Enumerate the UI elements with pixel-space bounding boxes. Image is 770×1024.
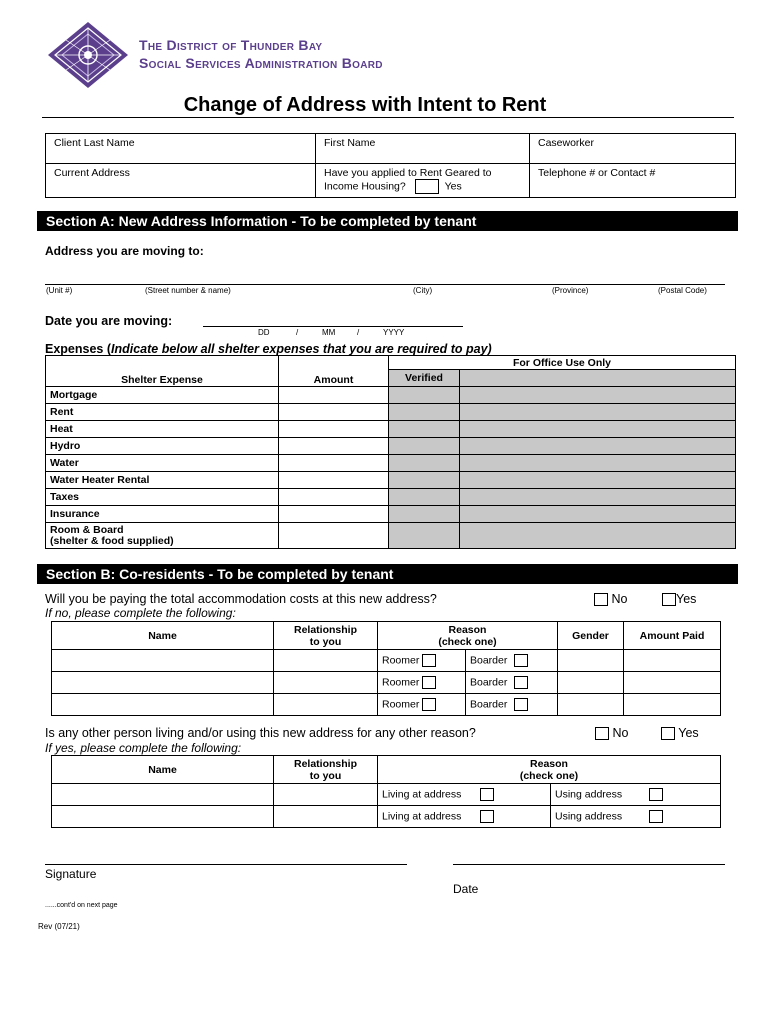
office-cell bbox=[460, 421, 736, 438]
name-input[interactable] bbox=[52, 694, 274, 716]
caseworker-field[interactable] bbox=[530, 134, 736, 164]
client-last-name-label: Client Last Name bbox=[54, 137, 135, 149]
living-cell bbox=[378, 806, 551, 828]
rel2-line2: to you bbox=[309, 769, 342, 782]
moving-to-label: Address you are moving to: bbox=[45, 244, 204, 258]
telephone-label: Telephone # or Contact # bbox=[538, 167, 656, 179]
client-last-name-field[interactable] bbox=[46, 134, 316, 164]
using-label: Using address bbox=[555, 788, 623, 801]
dtssab-logo bbox=[46, 20, 130, 90]
roomer-label: Roomer bbox=[382, 676, 420, 689]
relationship-input[interactable] bbox=[274, 806, 378, 828]
title-underline bbox=[42, 117, 734, 118]
amount-heat[interactable] bbox=[279, 421, 389, 438]
amount-paid-input[interactable] bbox=[624, 672, 721, 694]
row-room-board bbox=[46, 523, 279, 549]
revision-label: Rev (07/21) bbox=[38, 922, 80, 931]
client-info-table bbox=[45, 133, 736, 198]
name-input[interactable] bbox=[52, 806, 274, 828]
amount-taxes[interactable] bbox=[279, 489, 389, 506]
row-heat: Heat bbox=[46, 421, 279, 438]
row-insurance: Insurance bbox=[46, 506, 279, 523]
office-cell bbox=[460, 455, 736, 472]
living-label: Living at address bbox=[382, 788, 462, 801]
q1-text: Will you be paying the total accommodation costs at this new address? bbox=[45, 592, 437, 606]
q2-yes-label: Yes bbox=[678, 726, 699, 740]
verified-cell bbox=[389, 506, 460, 523]
current-address-field[interactable] bbox=[46, 164, 316, 198]
amount-paid-input[interactable] bbox=[624, 650, 721, 672]
col-name: Name bbox=[52, 622, 274, 650]
verified-cell bbox=[389, 472, 460, 489]
continued-note: ......cont'd on next page bbox=[45, 902, 118, 909]
date-sep2: / bbox=[357, 328, 360, 337]
q1-yes-option bbox=[662, 592, 696, 606]
boarder-label: Boarder bbox=[470, 676, 508, 689]
verified-cell bbox=[389, 421, 460, 438]
amount-water[interactable] bbox=[279, 455, 389, 472]
reason2-line1: Reason bbox=[530, 757, 568, 770]
date-line[interactable] bbox=[453, 864, 725, 865]
boarder-cell bbox=[466, 672, 558, 694]
date-dd: DD bbox=[258, 328, 270, 337]
row-water-heater: Water Heater Rental bbox=[46, 472, 279, 489]
expenses-label-text: Expenses ( bbox=[45, 342, 112, 356]
date-yyyy: YYYY bbox=[383, 328, 405, 337]
room-board-line1: Room & Board bbox=[50, 523, 124, 536]
amount-rent[interactable] bbox=[279, 404, 389, 421]
q1-yes-checkbox[interactable] bbox=[662, 593, 676, 606]
relationship-input[interactable] bbox=[274, 672, 378, 694]
using-label: Using address bbox=[555, 810, 623, 823]
amount-paid-input[interactable] bbox=[624, 694, 721, 716]
living-cell bbox=[378, 784, 551, 806]
boarder-checkbox[interactable] bbox=[514, 676, 528, 689]
boarder-label: Boarder bbox=[470, 654, 508, 667]
street-label: (Street number & name) bbox=[145, 286, 231, 295]
q2-no-checkbox[interactable] bbox=[595, 727, 609, 740]
row-hydro: Hydro bbox=[46, 438, 279, 455]
q1-yes-label: Yes bbox=[676, 592, 697, 606]
verified-cell bbox=[389, 523, 460, 549]
roomer-checkbox[interactable] bbox=[422, 654, 436, 667]
relationship-input[interactable] bbox=[274, 694, 378, 716]
date-mm: MM bbox=[322, 328, 336, 337]
new-address-line[interactable] bbox=[45, 284, 725, 285]
q2-no-label: No bbox=[612, 726, 629, 740]
room-board-line2: (shelter & food supplied) bbox=[50, 534, 174, 547]
verified-cell bbox=[389, 455, 460, 472]
roomer-cell bbox=[378, 650, 466, 672]
roomer-checkbox[interactable] bbox=[422, 698, 436, 711]
q2-hint: If yes, please complete the following: bbox=[45, 741, 242, 755]
rel2-line1: Relationship bbox=[293, 757, 357, 770]
gender-input[interactable] bbox=[558, 694, 624, 716]
relationship-input[interactable] bbox=[274, 784, 378, 806]
org-name-line1: The District of Thunder Bay bbox=[139, 37, 323, 53]
col-reason bbox=[378, 622, 558, 650]
col-relationship bbox=[274, 622, 378, 650]
roomer-label: Roomer bbox=[382, 698, 420, 711]
office-cell bbox=[460, 489, 736, 506]
rgi-yes-checkbox[interactable] bbox=[415, 179, 439, 194]
date-label: Date bbox=[453, 882, 479, 896]
date-moving-label: Date you are moving: bbox=[45, 314, 173, 328]
office-cell bbox=[460, 387, 736, 404]
amount-hydro[interactable] bbox=[279, 438, 389, 455]
office-cell bbox=[460, 472, 736, 489]
rel-line1: Relationship bbox=[293, 623, 357, 636]
province-label: (Province) bbox=[552, 286, 589, 295]
row-mortgage: Mortgage bbox=[46, 387, 279, 404]
boarder-cell bbox=[466, 650, 558, 672]
current-address-label: Current Address bbox=[54, 167, 130, 179]
col-amount-paid: Amount Paid bbox=[624, 622, 721, 650]
roomer-cell bbox=[378, 694, 466, 716]
rgi-question-line2: Income Housing? bbox=[324, 180, 406, 193]
using-cell bbox=[551, 806, 721, 828]
office-cell bbox=[460, 438, 736, 455]
amount-water-heater[interactable] bbox=[279, 472, 389, 489]
section-b-header: Section B: Co-residents - To be completed by tenant bbox=[37, 564, 738, 584]
verified-cell bbox=[389, 438, 460, 455]
gender-input[interactable] bbox=[558, 672, 624, 694]
q2-text: Is any other person living and/or using this new address for any other reason? bbox=[45, 726, 476, 740]
form-title: Change of Address with Intent to Rent bbox=[183, 94, 547, 116]
name-input[interactable] bbox=[52, 650, 274, 672]
reason-line1: Reason bbox=[448, 623, 487, 636]
relationship-input[interactable] bbox=[274, 650, 378, 672]
roomer-label: Roomer bbox=[382, 654, 420, 667]
signature-label: Signature bbox=[45, 867, 97, 881]
verified-cell bbox=[389, 404, 460, 421]
telephone-field[interactable] bbox=[530, 164, 736, 198]
row-rent: Rent bbox=[46, 404, 279, 421]
q1-no-checkbox[interactable] bbox=[594, 593, 608, 606]
office-cell bbox=[460, 523, 736, 549]
first-name-label: First Name bbox=[324, 137, 376, 149]
expenses-table bbox=[45, 355, 736, 549]
boarder-checkbox[interactable] bbox=[514, 654, 528, 667]
date-moving-line[interactable] bbox=[203, 326, 463, 327]
living-checkbox[interactable] bbox=[480, 810, 494, 823]
using-checkbox[interactable] bbox=[649, 810, 663, 823]
gender-input[interactable] bbox=[558, 650, 624, 672]
section-a-header: Section A: New Address Information - To be completed by tenant bbox=[37, 211, 738, 231]
col-amount: Amount bbox=[279, 356, 389, 387]
first-name-field[interactable] bbox=[316, 134, 530, 164]
city-label: (City) bbox=[413, 286, 433, 295]
col-relationship-2 bbox=[274, 756, 378, 784]
roomer-cell bbox=[378, 672, 466, 694]
col-gender: Gender bbox=[558, 622, 624, 650]
reason-line2: (check one) bbox=[438, 635, 497, 648]
q2-no-option bbox=[595, 726, 628, 740]
postal-code-label: (Postal Code) bbox=[658, 286, 707, 295]
org-name-line2: Social Services Administration Board bbox=[139, 55, 383, 71]
boarder-label: Boarder bbox=[470, 698, 508, 711]
signature-line[interactable] bbox=[45, 864, 407, 865]
col-verified: Verified bbox=[389, 370, 460, 387]
amount-mortgage[interactable] bbox=[279, 387, 389, 404]
using-checkbox[interactable] bbox=[649, 788, 663, 801]
date-sep1: / bbox=[296, 328, 299, 337]
boarder-cell bbox=[466, 694, 558, 716]
caseworker-label: Caseworker bbox=[538, 137, 595, 149]
amount-room-board[interactable] bbox=[279, 523, 389, 549]
using-cell bbox=[551, 784, 721, 806]
rgi-question-line1: Have you applied to Rent Geared to bbox=[324, 167, 492, 179]
q1-no-option bbox=[594, 592, 627, 606]
office-use-blank bbox=[460, 370, 736, 387]
expenses-hint: Indicate below all shelter expenses that you are required to pay) bbox=[111, 342, 492, 356]
verified-cell bbox=[389, 489, 460, 506]
expenses-label bbox=[45, 342, 492, 356]
roomer-checkbox[interactable] bbox=[422, 676, 436, 689]
col-shelter-expense: Shelter Expense bbox=[46, 356, 279, 387]
unit-label: (Unit #) bbox=[46, 286, 73, 295]
rel-line2: to you bbox=[309, 635, 342, 648]
reason2-line2: (check one) bbox=[519, 769, 579, 782]
amount-insurance[interactable] bbox=[279, 506, 389, 523]
living-label: Living at address bbox=[382, 810, 462, 823]
q2-yes-option bbox=[661, 726, 699, 740]
q1-no-label: No bbox=[611, 592, 628, 606]
row-taxes: Taxes bbox=[46, 489, 279, 506]
office-cell bbox=[460, 506, 736, 523]
col-name-2: Name bbox=[52, 756, 274, 784]
living-checkbox[interactable] bbox=[480, 788, 494, 801]
office-cell bbox=[460, 404, 736, 421]
col-reason-2 bbox=[378, 756, 721, 784]
verified-cell bbox=[389, 387, 460, 404]
co-residents-table bbox=[51, 621, 721, 716]
row-water: Water bbox=[46, 455, 279, 472]
q2-yes-checkbox[interactable] bbox=[661, 727, 675, 740]
name-input[interactable] bbox=[52, 672, 274, 694]
rgi-question-cell bbox=[316, 164, 530, 198]
other-persons-table bbox=[51, 755, 721, 828]
office-use-header: For Office Use Only bbox=[389, 356, 736, 370]
rgi-yes-label: Yes bbox=[444, 180, 462, 193]
boarder-checkbox[interactable] bbox=[514, 698, 528, 711]
q1-hint: If no, please complete the following: bbox=[45, 606, 236, 620]
name-input[interactable] bbox=[52, 784, 274, 806]
